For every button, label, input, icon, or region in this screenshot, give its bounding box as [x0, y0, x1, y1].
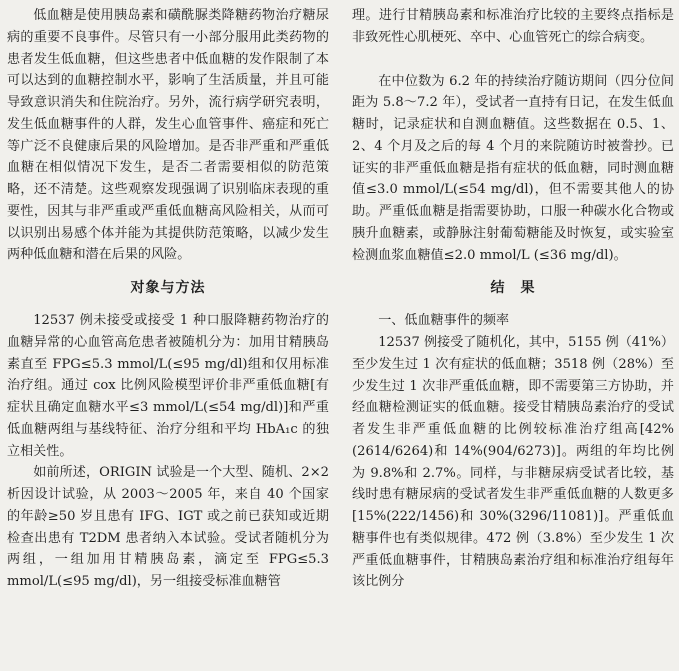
- methods-paragraph-2: 如前所述，ORIGIN 试验是一个大型、随机、2×2 析因设计试验，从 2003～2005 年，来自 40 个国家的年龄≥50 岁且患有 IFG、IGT 或之前已获知或近期检查出患有 T2DM 患者纳入本试验。受试者随机分为两组，一组加用甘精胰岛素，滴定至 FPG≤5.3 mmol/L(≤95 mg/dl)，另一组接受标准血糖管: [7, 465, 329, 589]
- left-column: [7, 0, 329, 593]
- methods-heading: 对象与方法: [130, 280, 206, 296]
- right-column: [352, 0, 674, 593]
- followup-paragraph: 在中位数为 6.2 年的持续治疗随访期间（四分位间距为 5.8～7.2 年），受试者一直持有日记，在发生低血糖时，记录症状和自测血糖值。这些数据在 0.5、1、2、4 个月及之后的每 4 个月的来院随访时被誊抄。已证实的非严重低血糖是指有症状的低血糖，同时测血糖值≤3.0 mmol/L(≤54 mg/dl)，但不需要其他人的协助。严重低血糖是指需要协助，口服一种碳水化合物或胰升血糖素，或静脉注射葡萄糖能及时恢复，或实验室检测血浆血糖值≤2.0 mmol/L (≤36 mg/dl)。: [352, 73, 674, 263]
- results-heading: 结 果: [490, 280, 536, 297]
- continuation-paragraph: 理。进行甘精胰岛素和标准治疗比较的主要终点指标是非致死性心肌梗死、卒中、心血管死亡的综合病变。: [352, 8, 674, 45]
- results-paragraph-1: 12537 例接受了随机化，其中，5155 例（41%）至少发生过 1 次有症状的低血糖；3518 例（28%）至少发生过 1 次非严重低血糖，即不需要第三方协助，并经血糖检测证实的低血糖。接受甘精胰岛素治疗的受试者发生非严重低血糖的比例较标准治疗组高[42%(2614/6264)和 14%(904/6273)]。两组的年均比例为 9.8%和 2.7%。同样，与非糖尿病受试者比较，基线时患有糖尿病的受试者发生非严重低血糖的人数更多[15%(222/1456)和 30%(3296/11081)]。严重低血糖事件也有类似规律。472 例（3.8%）至少发生 1 次严重低血糖事件，甘精胰岛素治疗组和标准治疗组每年该比例分: [352, 335, 674, 590]
- intro-paragraph: 低血糖是使用胰岛素和磺酰脲类降糖药物治疗糖尿病的重要不良事件。尽管只有一小部分服用此类药物的患者发生低血糖，但这些患者中低血糖的发作限制了本可以达到的血糖控制水平，影响了生活质量，并且可能导致意识消失和住院治疗。另外，流行病学研究表明，发生低血糖事件的人群，发生心血管事件、癌症和死亡等广泛不良健康后果的风险增加。是否非严重和严重低血糖在相似情况下发生，是否二者需要相似的防范策略，还不清楚。这些观察发现强调了识别临床表现的重要性，因其与非严重或严重低血糖高风险相关，从而可以识别出易感个体并能为其提供防范策略，以减少发生两种低血糖和潜在后果的风险。: [7, 8, 329, 263]
- methods-paragraph-1: 12537 例未接受或接受 1 种口服降糖药物治疗的血糖异常的心血管高危患者被随机分为：加用甘精胰岛素直至 FPG≤5.3 mmol/L(≤95 mg/dl)组和仅用标准治疗组。通过 cox 比例风险模型评价非严重低血糖[有症状且确定血糖水平≤3 mmol/L(≤54 mg/dl)]和严重低血糖两组与基线特征、治疗分组和平均 HbA₁c 的独立相关性。: [7, 313, 329, 459]
- results-subheading: 一、低血糖事件的频率: [378, 313, 510, 329]
